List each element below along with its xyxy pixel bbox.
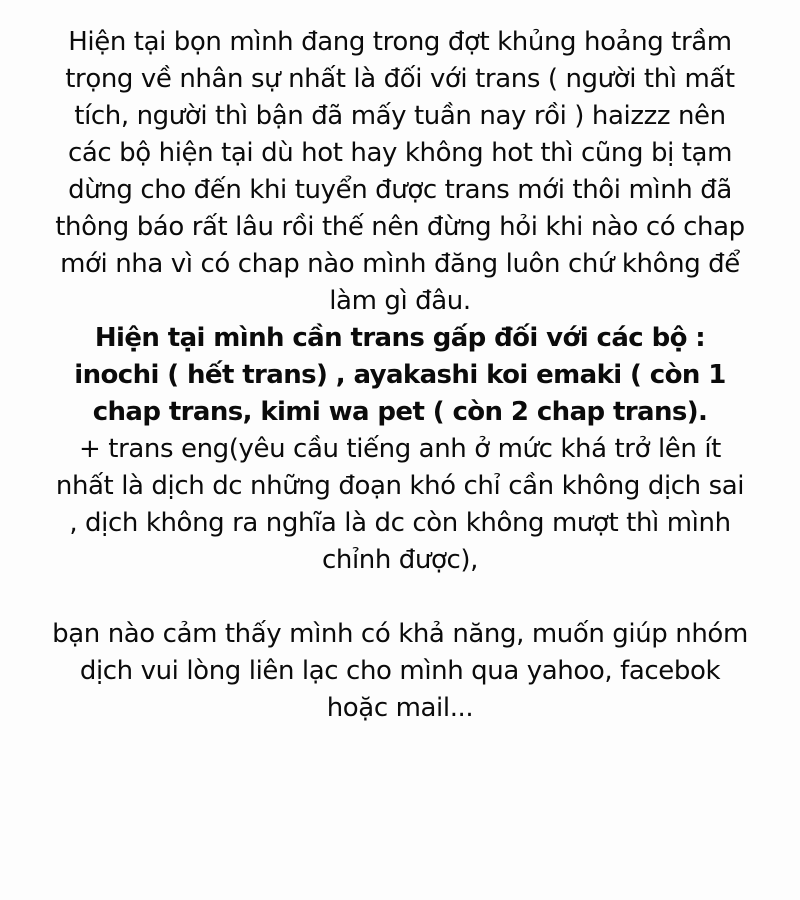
- text-line: , dịch không ra nghĩa là dc còn không mượt thì mình: [69, 508, 731, 538]
- text-line: Hiện tại mình cần trans gấp đối với các bộ :: [94, 323, 706, 353]
- text-line: Hiện tại bọn mình đang trong đợt khủng hoảng trầm: [68, 27, 732, 57]
- text-line: bạn nào cảm thấy mình có khả năng, muốn giúp nhóm: [52, 619, 748, 649]
- text-line: làm gì đâu.: [329, 286, 471, 316]
- paragraph-contact-info: [0, 616, 800, 727]
- text-line: các bộ hiện tại dù hot hay không hot thì cũng bị tạm: [67, 138, 733, 168]
- paragraph-urgent-recruitment: [0, 320, 800, 431]
- text-line: chap trans, kimi wa pet ( còn 2 chap trans).: [92, 397, 708, 427]
- text-line: chỉnh được),: [321, 545, 478, 575]
- text-line: trọng về nhân sự nhất là đối với trans ( người thì mất: [65, 64, 735, 94]
- text-line: thông báo rất lâu rồi thế nên đừng hỏi khi nào có chap: [55, 212, 745, 242]
- text-line: inochi ( hết trans) , ayakashi koi emaki ( còn 1: [74, 360, 726, 390]
- text-line: hoặc mail...: [326, 693, 474, 723]
- text-line: nhất là dịch dc những đoạn khó chỉ cần không dịch sai: [55, 471, 745, 501]
- text-line: dịch vui lòng liên lạc cho mình qua yahoo, facebok: [79, 656, 721, 686]
- text-line: mới nha vì có chap nào mình đăng luôn chứ không để: [60, 249, 740, 279]
- text-line: tích, người thì bận đã mấy tuần nay rồi ) haizzz nên: [74, 101, 726, 131]
- paragraph-trans-eng-requirements: [0, 431, 800, 579]
- text-line: dừng cho đến khi tuyển được trans mới thôi mình đã: [68, 175, 732, 205]
- text-line: + trans eng(yêu cầu tiếng anh ở mức khá trở lên ít: [79, 434, 721, 464]
- paragraph-staff-crisis: [0, 24, 800, 320]
